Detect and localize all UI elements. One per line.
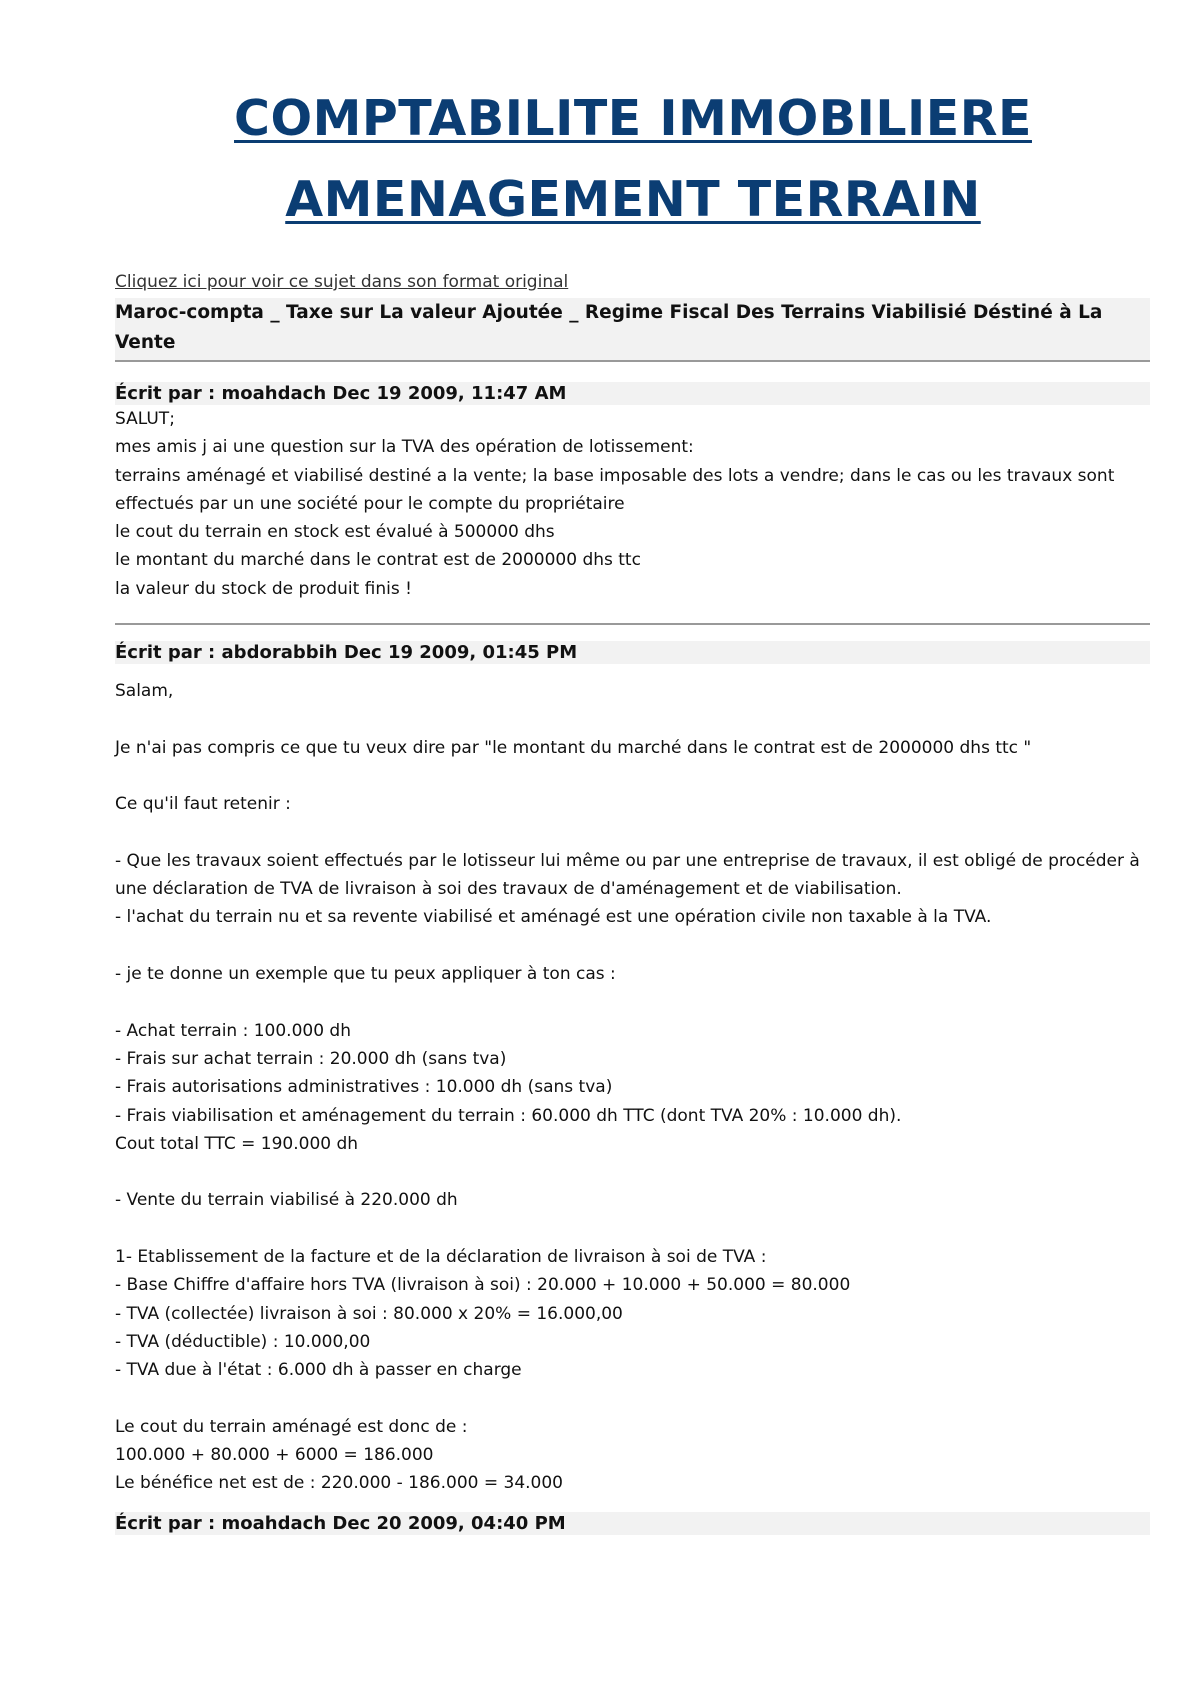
post-line [115, 705, 1150, 733]
post-header-prefix: Écrit par : [115, 642, 222, 664]
post-date: Dec 20 2009, 04:40 PM [332, 1512, 566, 1534]
post-line: 100.000 + 80.000 + 6000 = 186.000 [115, 1445, 434, 1466]
post-line: - TVA due à l'état : 6.000 dh à passer en charge [115, 1360, 522, 1381]
post-line: la valeur du stock de produit finis ! [115, 578, 412, 599]
post-line [115, 932, 1150, 960]
post-line: SALUT; [115, 409, 175, 429]
post-author: moahdach [221, 383, 327, 404]
post-line: Ce qu'il faut retenir : [115, 794, 291, 815]
page-title [0, 78, 1200, 240]
post-line [115, 1215, 1150, 1243]
post-line: Salam, [115, 681, 174, 702]
thread-title: Maroc-compta _ Taxe sur La valeur Ajoutée _ Regime Fiscal Des Terrains Viabilisié Déstiné à La Vente [115, 298, 1150, 362]
post [115, 1512, 1150, 1535]
post-line [115, 819, 1150, 847]
post-line: - Que les travaux soient effectués par le lotisseur lui même ou par une entreprise de travaux, il est obligé de procéder à une déclaration de TVA de livraison à soi des travaux de d'aménagement et de viabilisation. [115, 850, 1140, 900]
post-line: le montant du marché dans le contrat est de 2000000 dhs ttc [115, 550, 641, 571]
post-line: - TVA (déductible) : 10.000,00 [115, 1331, 371, 1352]
post-line: Le bénéfice net est de : 220.000 - 186.000 = 34.000 [115, 1473, 563, 1494]
post-line: le cout du terrain en stock est évalué à 500000 dhs [115, 522, 555, 543]
post-line: 1- Etablissement de la facture et de la déclaration de livraison à soi de TVA : [115, 1247, 767, 1268]
post-author: abdorabbih [221, 642, 338, 664]
post-line: - TVA (collectée) livraison à soi : 80.000 x 20% = 16.000,00 [115, 1303, 623, 1324]
post-line: terrains aménagé et viabilisé destiné a la vente; la base imposable des lots a vendre; dans le cas ou les travaux sont effectués par un une société pour le compte du propriétaire [115, 465, 1115, 514]
document-content [115, 270, 1150, 1535]
post-line: - Frais sur achat terrain : 20.000 dh (sans tva) [115, 1048, 507, 1069]
post-line [115, 1158, 1150, 1186]
post-line: mes amis j ai une question sur la TVA des opération de lotissement: [115, 437, 694, 458]
post-line: - Achat terrain : 100.000 dh [115, 1020, 351, 1041]
post-separator [115, 623, 1150, 625]
post-line: - l'achat du terrain nu et sa revente viabilisé et aménagé est une opération civile non taxable à la TVA. [115, 907, 992, 928]
post-line: - Frais viabilisation et aménagement du terrain : 60.000 dh TTC (dont TVA 20% : 10.000 dh). [115, 1105, 902, 1126]
original-format-link[interactable]: Cliquez ici pour voir ce sujet dans son format original [115, 272, 569, 292]
post [115, 382, 1150, 603]
post-line: Cout total TTC = 190.000 dh [115, 1133, 359, 1154]
post-header [115, 382, 1150, 405]
post-line: - Frais autorisations administratives : 10.000 dh (sans tva) [115, 1077, 613, 1098]
post-body [115, 405, 1150, 603]
post-author: moahdach [221, 1512, 327, 1534]
title-line-1: COMPTABILITE IMMOBILIERE [234, 90, 1032, 147]
post-line [115, 762, 1150, 790]
post [115, 641, 1150, 1498]
title-line-2: AMENAGEMENT TERRAIN [285, 171, 981, 228]
post-date: Dec 19 2009, 01:45 PM [343, 642, 578, 664]
post-line: Le cout du terrain aménagé est donc de : [115, 1416, 468, 1437]
post-header-prefix: Écrit par : [115, 383, 222, 404]
post-header [115, 641, 1150, 664]
post-line: - Vente du terrain viabilisé à 220.000 dh [115, 1190, 458, 1211]
post-header-prefix: Écrit par : [115, 1512, 222, 1534]
post-line: Je n'ai pas compris ce que tu veux dire par "le montant du marché dans le contrat est de 2000000 dhs ttc " [115, 737, 1032, 758]
post-line [115, 988, 1150, 1016]
post-header [115, 1512, 1150, 1535]
post-line [115, 1385, 1150, 1413]
post-line: - Base Chiffre d'affaire hors TVA (livraison à soi) : 20.000 + 10.000 + 50.000 = 80.000 [115, 1275, 851, 1296]
post-line: - je te donne un exemple que tu peux appliquer à ton cas : [115, 964, 616, 985]
post-date: Dec 19 2009, 11:47 AM [332, 383, 567, 404]
post-body [115, 677, 1150, 1498]
